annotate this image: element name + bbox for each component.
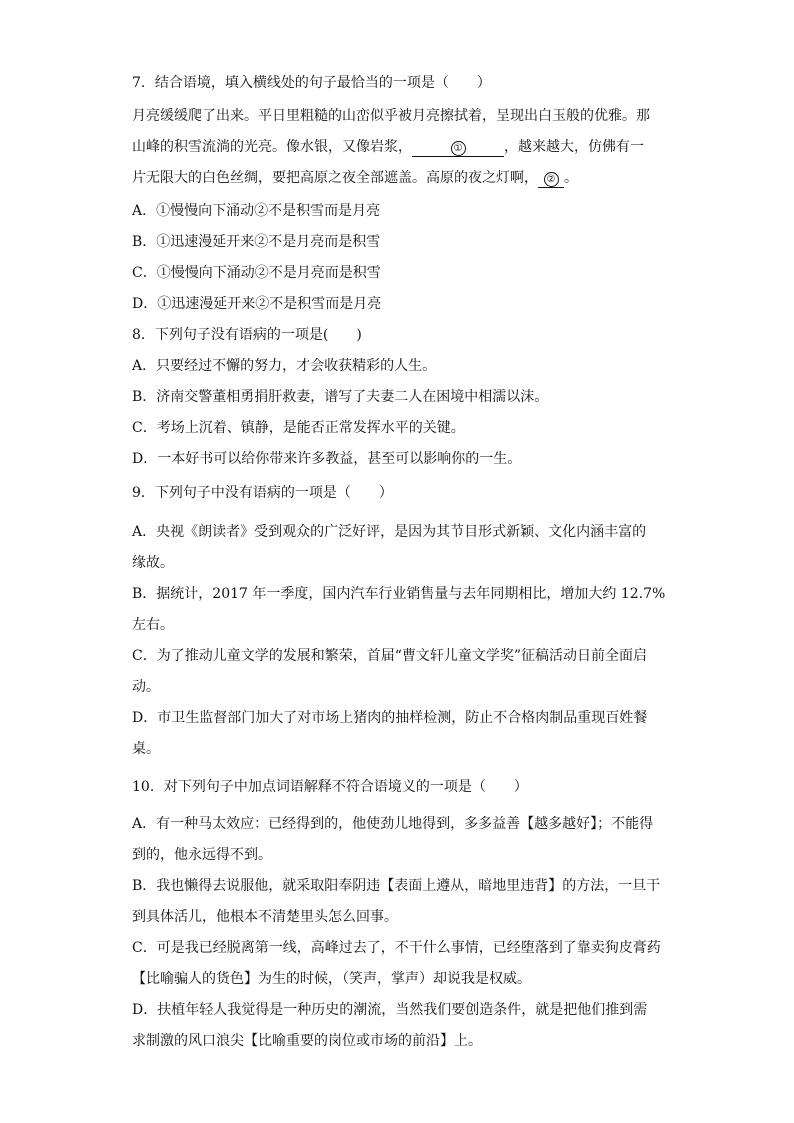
q10-option-a-line-2: 到的，他永远得不到。 <box>132 847 272 863</box>
q8-option-a: A．只要经过不懈的努力，才会收获精彩的人生。 <box>132 358 437 374</box>
q7-passage-text: ，越来越大，仿佛有一 <box>504 139 644 155</box>
q8-option-c: C．考场上沉着、镇静，是能否正常发挥水平的关键。 <box>132 420 465 436</box>
q7-stem: 7．结合语境，填入横线处的句子最恰当的一项是（ ） <box>132 75 491 91</box>
q7-option-a: A．①慢慢向下涌动②不是积雪而是月亮 <box>132 203 381 219</box>
q9-option-c-line-2: 动。 <box>132 679 160 695</box>
q7-passage-line-3 <box>132 163 662 194</box>
q10-option-b-line-2: 到具体活儿，他根本不清楚里头怎么回事。 <box>132 909 398 925</box>
q7-option-c: C．①慢慢向下涌动②不是月亮而是积雪 <box>132 265 381 281</box>
q7-blank-2 <box>538 169 564 188</box>
q7-option-d: D．①迅速漫延开来②不是积雪而是月亮 <box>132 296 382 312</box>
q7-passage-line-1: 月亮缓缓爬了出来。平日里粗糙的山峦似乎被月亮擦拭着，呈现出白玉般的优雅。那 <box>132 108 650 124</box>
q8-option-d: D．一本好书可以给你带来许多教益，甚至可以影响你的一生。 <box>132 451 522 467</box>
q9-option-b-line-1: B．据统计，2017 年一季度，国内汽车行业销售量与去年同期相比，增加大约 12.7% <box>132 586 666 602</box>
q10-option-a-line-1: A．有一种马太效应：已经得到的，他使劲儿地得到，多多益善【越多越好】；不能得 <box>132 816 654 832</box>
q7-passage-line-2 <box>132 132 662 163</box>
q10-option-c-line-1: C．可是我已经脱离第一线，高峰过去了，不干什么事情，已经堕落到了靠卖狗皮膏药 <box>132 940 661 956</box>
q10-option-d-line-1: D．扶植年轻人我觉得是一种历史的潮流，当然我们要创造条件，就是把他们推到需 <box>132 1002 648 1018</box>
blank-number-1: ① <box>451 141 466 156</box>
q7-passage-text: 。 <box>564 170 578 186</box>
blank-number-2: ② <box>544 172 559 187</box>
q10-option-b-line-1: B．我也懒得去说服他，就采取阳奉阴违【表面上遵从，暗地里违背】的方法，一旦干 <box>132 878 661 894</box>
q7-passage-text: 片无限大的白色丝绸，要把高原之夜全部遮盖。高原的夜之灯啊， <box>132 170 538 186</box>
q7-passage-text: 山峰的积雪流淌的光亮。像水银，又像岩浆， <box>132 139 412 155</box>
q7-option-b: B．①迅速漫延开来②不是月亮而是积雪 <box>132 234 381 250</box>
q10-stem: 10．对下列句子中加点词语解释不符合语境义的一项是（ ） <box>132 779 528 795</box>
q9-option-d-line-1: D．市卫生监督部门加大了对市场上猪肉的抽样检测，防止不合格肉制品重现百姓餐 <box>132 710 648 726</box>
q9-option-a-line-1: A．央视《朗读者》受到观众的广泛好评，是因为其节目形式新颖、文化内涵丰富的 <box>132 524 647 540</box>
q9-option-a-line-2: 缘故。 <box>132 555 174 571</box>
q9-option-b-line-2: 左右。 <box>132 617 174 633</box>
q9-option-d-line-2: 桌。 <box>132 741 160 757</box>
q8-stem: 8．下列句子没有语病的一项是( ) <box>132 327 362 343</box>
q10-option-d-line-2: 求制激的风口浪尖【比喻重要的岗位或市场的前沿】上。 <box>132 1033 482 1049</box>
q8-option-b: B．济南交警董相勇捐肝救妻，谱写了夫妻二人在困境中相濡以沫。 <box>132 389 549 405</box>
q7-blank-1 <box>412 138 504 157</box>
q9-option-c-line-1: C．为了推动儿童文学的发展和繁荣，首届“曹文轩儿童文学奖”征稿活动日前全面启 <box>132 648 648 664</box>
q10-option-c-line-2: 【比喻骗人的货色】为生的时候，（笑声，掌声）却说我是权威。 <box>132 971 531 987</box>
q9-stem: 9．下列句子中没有语病的一项是（ ） <box>132 485 393 501</box>
